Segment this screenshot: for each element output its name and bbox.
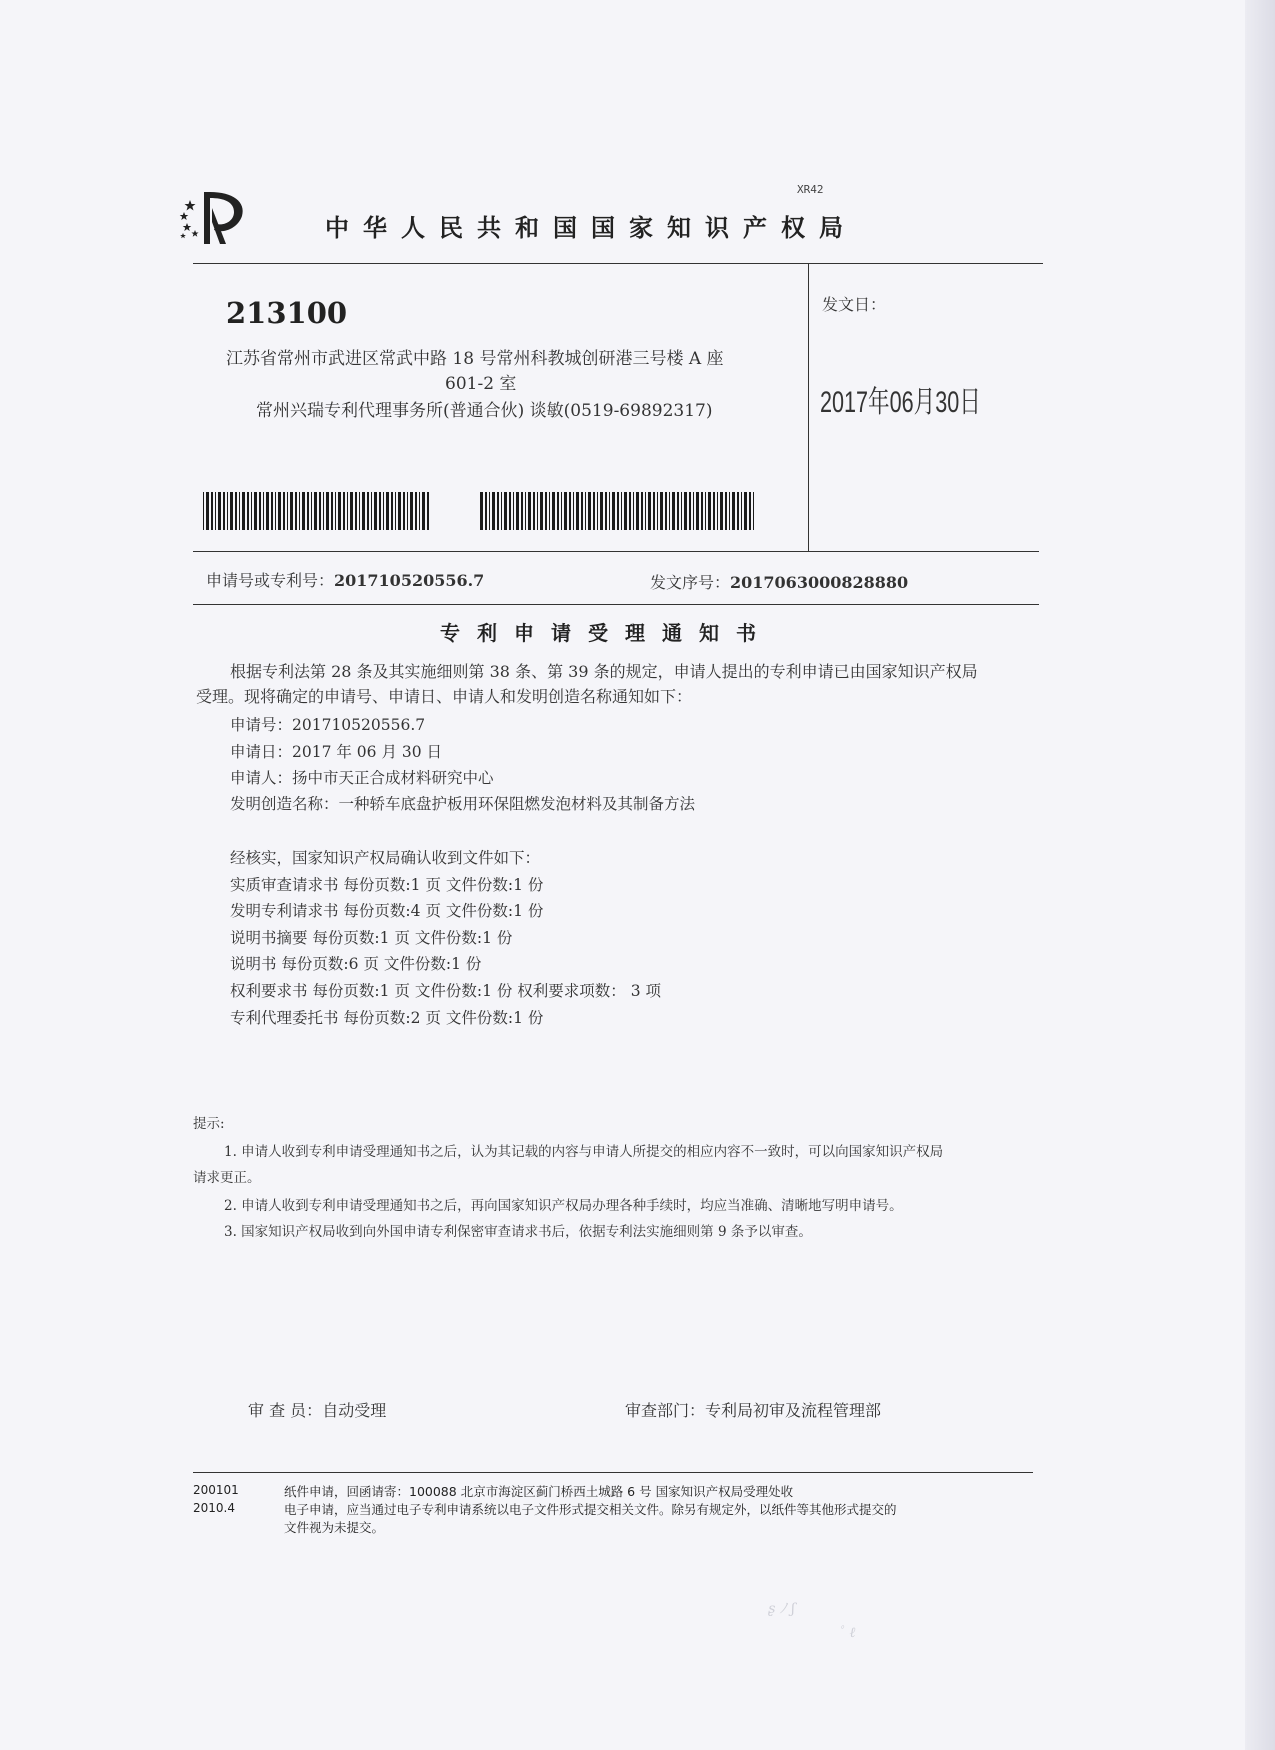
tip-item-3: 3. 国家知识产权局收到向外国申请专利保密审查请求书后，依据专利法实施细则第 9 条予以审查。 [224,1224,812,1240]
notice-intro-line-2: 受理。现将确定的申请号、申请日、申请人和发明创造名称通知如下： [196,687,693,706]
field-invention-title: 发明创造名称：一种轿车底盘护板用环保阻燃发泡材料及其制备方法 [230,795,696,813]
agency-title: 中华人民共和国国家知识产权局 [325,214,857,242]
footer-rule [193,1472,1033,1473]
examiner-row [248,1398,386,1421]
form-code: XR42 [797,183,824,196]
application-no: 201710520556.7 [334,571,485,590]
field-application-no: 申请号：201710520556.7 [230,716,426,734]
application-no-row [206,568,484,591]
serial-no-row [650,570,908,593]
examiner-name: 自动受理 [322,1401,387,1420]
examiner-label: 审 查 员： [248,1401,323,1420]
tips-label: 提示: [193,1116,225,1132]
page-edge-shadow [1245,0,1275,1750]
serial-no: 2017063000828880 [730,573,909,592]
notice-title: 专利申请受理通知书 [440,621,773,645]
footer-line-3: 文件视为未提交。 [284,1520,385,1535]
document-item: 说明书 每份页数:6 页 文件份数:1 份 [230,955,482,973]
address-line-1: 江苏省常州市武进区常武中路 18 号常州科教城创研港三号楼 A 座 [226,349,724,369]
agent-line: 常州兴瑞专利代理事务所(普通合伙) 谈敏(0519-69892317) [256,401,713,421]
address-line-2: 601-2 室 [445,374,517,394]
footer-line-1: 纸件申请，回函请寄：100088 北京市海淀区蓟门桥西土城路 6 号 国家知识产权局受理处收 [284,1484,794,1499]
document-item: 说明书摘要 每份页数:1 页 文件份数:1 份 [230,929,513,947]
postcode: 213100 [226,296,348,330]
pencil-mark: ﾟ ℓ [838,1625,856,1641]
tip-item-1: 1. 申请人收到专利申请受理通知书之后，认为其记载的内容与申请人所提交的相应内容不一致时，可以向国家知识产权局 [224,1144,944,1160]
document-item: 发明专利请求书 每份页数:4 页 文件份数:1 份 [230,902,544,920]
tip-item-2: 2. 申请人收到专利申请受理通知书之后，再向国家知识产权局办理各种手续时，均应当准确、清晰地写明申请号。 [224,1198,903,1214]
notice-intro-line-1: 根据专利法第 28 条及其实施细则第 38 条、第 39 条的规定，申请人提出的专利申请已由国家知识产权局 [230,662,978,681]
barcode-right [480,492,754,530]
send-date-label: 发文日： [822,295,887,314]
serial-no-label: 发文序号： [650,573,731,592]
header-rule [193,263,1043,264]
footer-code-2: 2010.4 [193,1501,235,1515]
footer-code-1: 200101 [193,1483,239,1497]
footer-line-2: 电子申请，应当通过电子专利申请系统以电子文件形式提交相关文件。除另有规定外，以纸件等其他形式提交的 [284,1502,897,1517]
department-label: 审查部门： [625,1401,706,1420]
send-date-value: 2017年06月30日 [820,386,981,419]
document-item: 实质审查请求书 每份页数:1 页 文件份数:1 份 [230,876,544,894]
received-intro: 经核实，国家知识产权局确认收到文件如下： [230,849,541,867]
barcode-left [203,492,431,530]
reference-rule [193,604,1039,605]
department-name: 专利局初审及流程管理部 [705,1401,882,1420]
header-divider [808,263,809,551]
application-no-label: 申请号或专利号： [206,571,335,590]
document-item: 专利代理委托书 每份页数:2 页 文件份数:1 份 [230,1009,544,1027]
pencil-mark: ʂ ﾉ ʃ [768,1601,795,1617]
document-item: 权利要求书 每份页数:1 页 文件份数:1 份 权利要求项数： 3 项 [230,982,662,1000]
department-row [625,1398,881,1421]
field-filing-date: 申请日：2017 年 06 月 30 日 [230,743,443,761]
address-bottom-rule [193,551,1039,552]
cnipa-emblem-icon [178,188,253,248]
tip-item-1-cont: 请求更正。 [193,1170,261,1186]
field-applicant: 申请人：扬中市天正合成材料研究中心 [230,769,494,787]
